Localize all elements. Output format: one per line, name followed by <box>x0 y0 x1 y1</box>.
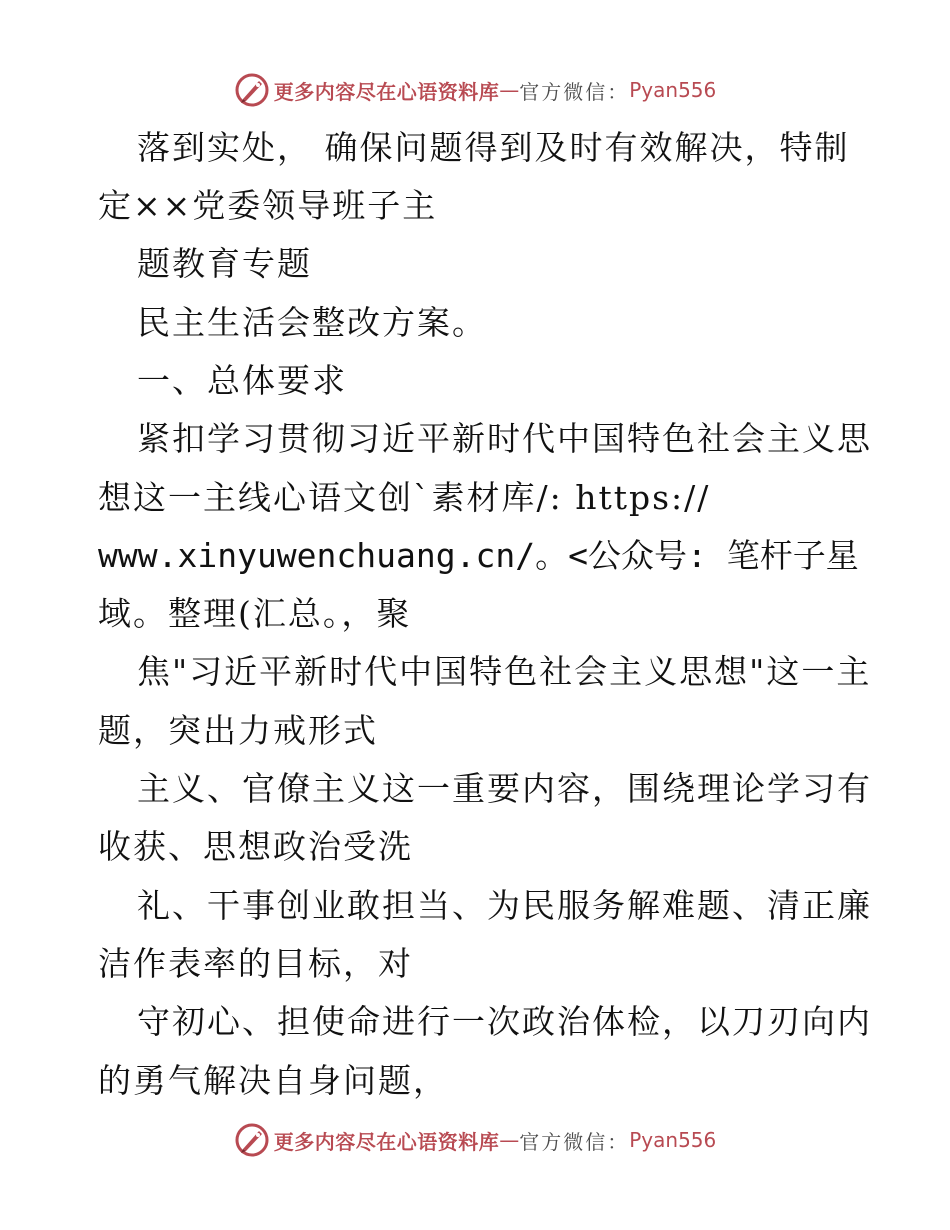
text-line: 的勇气解决自身问题， <box>98 1061 448 1100</box>
text-line: 民主生活会整改方案。 <box>137 303 487 342</box>
text-line: 定××党委领导班子主 <box>98 186 438 225</box>
header-watermark-banner <box>0 70 950 110</box>
text-line: 落到实处， 确保问题得到及时有效解决，特制 <box>137 128 850 167</box>
banner-main-text: 更多内容尽在心语资料库 <box>273 79 500 104</box>
text-line: 洁作表率的目标，对 <box>98 944 413 983</box>
text-line: 想这一主线心语文创`素材库/: https:// <box>98 478 711 517</box>
text-line-url: www.xinyuwenchuang.cn/。<公众号: 笔杆子星 <box>98 536 859 575</box>
footer-watermark-banner <box>0 1120 950 1160</box>
quill-pen-logo-icon <box>234 72 270 108</box>
banner-separator: — <box>499 1128 520 1152</box>
text-line: 礼、干事创业敢担当、为民服务解难题、清正廉 <box>137 886 872 925</box>
text-line: 紧扣学习贯彻习近平新时代中国特色社会主义思 <box>137 419 872 458</box>
text-line: 焦"习近平新时代中国特色社会主义思想"这一主 <box>137 652 872 691</box>
quill-pen-logo-icon <box>234 1122 270 1158</box>
text-line: 域。整理(汇总。，聚 <box>98 594 412 633</box>
text-line: 题教育专题 <box>137 244 312 283</box>
banner-wechat-id: Pyan556 <box>629 78 717 102</box>
text-line: 题，突出力戒形式 <box>98 711 378 750</box>
banner-wechat-label: 官方微信： <box>519 79 630 104</box>
section-heading: 一、总体要求 <box>137 361 347 400</box>
banner-separator: — <box>499 78 520 102</box>
text-line: 守初心、担使命进行一次政治体检，以刀刃向内 <box>137 1002 872 1041</box>
banner-wechat-id: Pyan556 <box>629 1128 717 1152</box>
banner-wechat-label: 官方微信： <box>519 1129 630 1154</box>
text-line: 主义、官僚主义这一重要内容，围绕理论学习有 <box>137 769 872 808</box>
banner-main-text: 更多内容尽在心语资料库 <box>273 1129 500 1154</box>
text-line: 收获、思想政治受洗 <box>98 827 413 866</box>
